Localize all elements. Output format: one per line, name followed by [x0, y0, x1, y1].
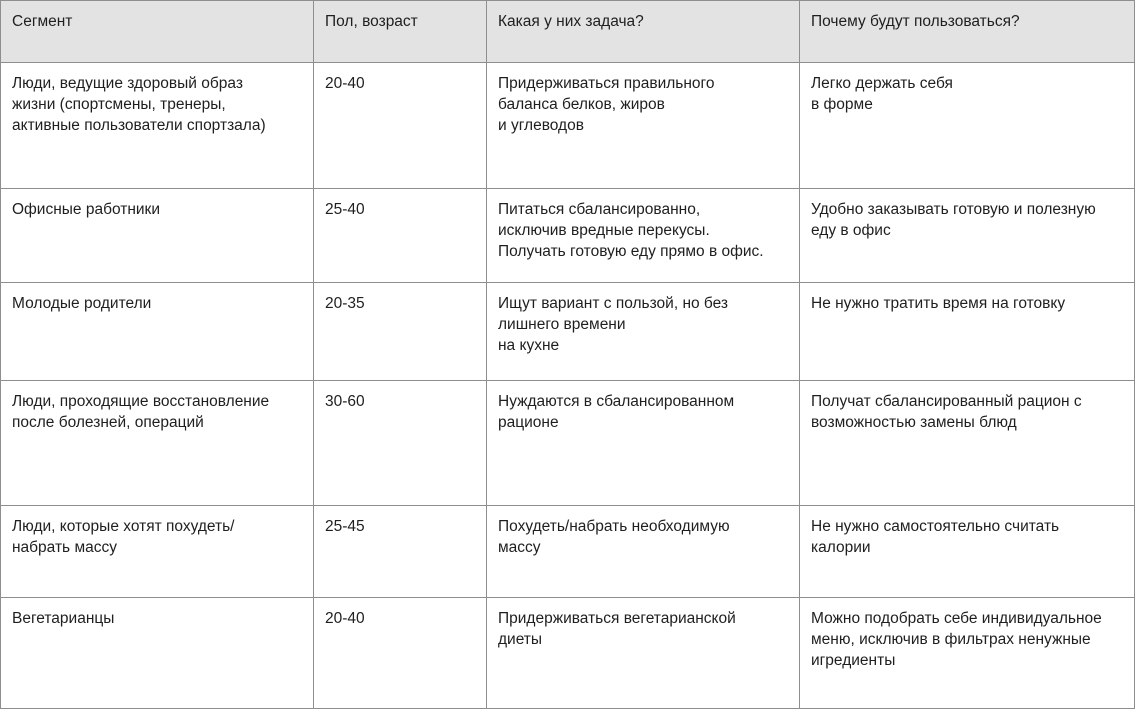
header-task: Какая у них задача? — [487, 1, 800, 63]
header-reason: Почему будут пользоваться? — [800, 1, 1135, 63]
cell-age: 20-40 — [314, 63, 487, 189]
header-row — [1, 1, 1135, 63]
cell-reason: Не нужно самостоятельно считать калории — [800, 506, 1135, 598]
cell-reason: Можно подобрать себе индивидуальное меню, исключив в фильтрах ненужные игредиенты — [800, 598, 1135, 709]
header-segment: Сегмент — [1, 1, 314, 63]
cell-age: 25-40 — [314, 189, 487, 283]
cell-reason: Удобно заказывать готовую и полезную еду в офис — [800, 189, 1135, 283]
table-row — [1, 189, 1135, 283]
cell-reason: Получат сбалансированный рацион с возможностью замены блюд — [800, 381, 1135, 506]
header-gender-age: Пол, возраст — [314, 1, 487, 63]
cell-task: Ищут вариант с пользой, но без лишнего времени на кухне — [487, 283, 800, 381]
cell-segment: Вегетарианцы — [1, 598, 314, 709]
cell-reason: Не нужно тратить время на готовку — [800, 283, 1135, 381]
cell-task: Похудеть/набрать необходимую массу — [487, 506, 800, 598]
cell-segment: Молодые родители — [1, 283, 314, 381]
table-row — [1, 63, 1135, 189]
cell-segment: Люди, проходящие восстановление после болезней, операций — [1, 381, 314, 506]
cell-age: 20-35 — [314, 283, 487, 381]
table-row — [1, 381, 1135, 506]
cell-segment: Люди, ведущие здоровый образ жизни (спортсмены, тренеры, активные пользователи спортзала) — [1, 63, 314, 189]
cell-segment: Офисные работники — [1, 189, 314, 283]
cell-reason: Легко держать себя в форме — [800, 63, 1135, 189]
cell-task: Питаться сбалансированно, исключив вредные перекусы. Получать готовую еду прямо в офис. — [487, 189, 800, 283]
table-row — [1, 598, 1135, 709]
cell-task: Придерживаться вегетарианской диеты — [487, 598, 800, 709]
table-row — [1, 506, 1135, 598]
cell-task: Придерживаться правильного баланса белков, жиров и углеводов — [487, 63, 800, 189]
table-body — [1, 63, 1135, 709]
cell-age: 25-45 — [314, 506, 487, 598]
table-row — [1, 283, 1135, 381]
cell-segment: Люди, которые хотят похудеть/ набрать массу — [1, 506, 314, 598]
cell-task: Нуждаются в сбалансированном рационе — [487, 381, 800, 506]
cell-age: 30-60 — [314, 381, 487, 506]
cell-age: 20-40 — [314, 598, 487, 709]
table-header — [1, 1, 1135, 63]
